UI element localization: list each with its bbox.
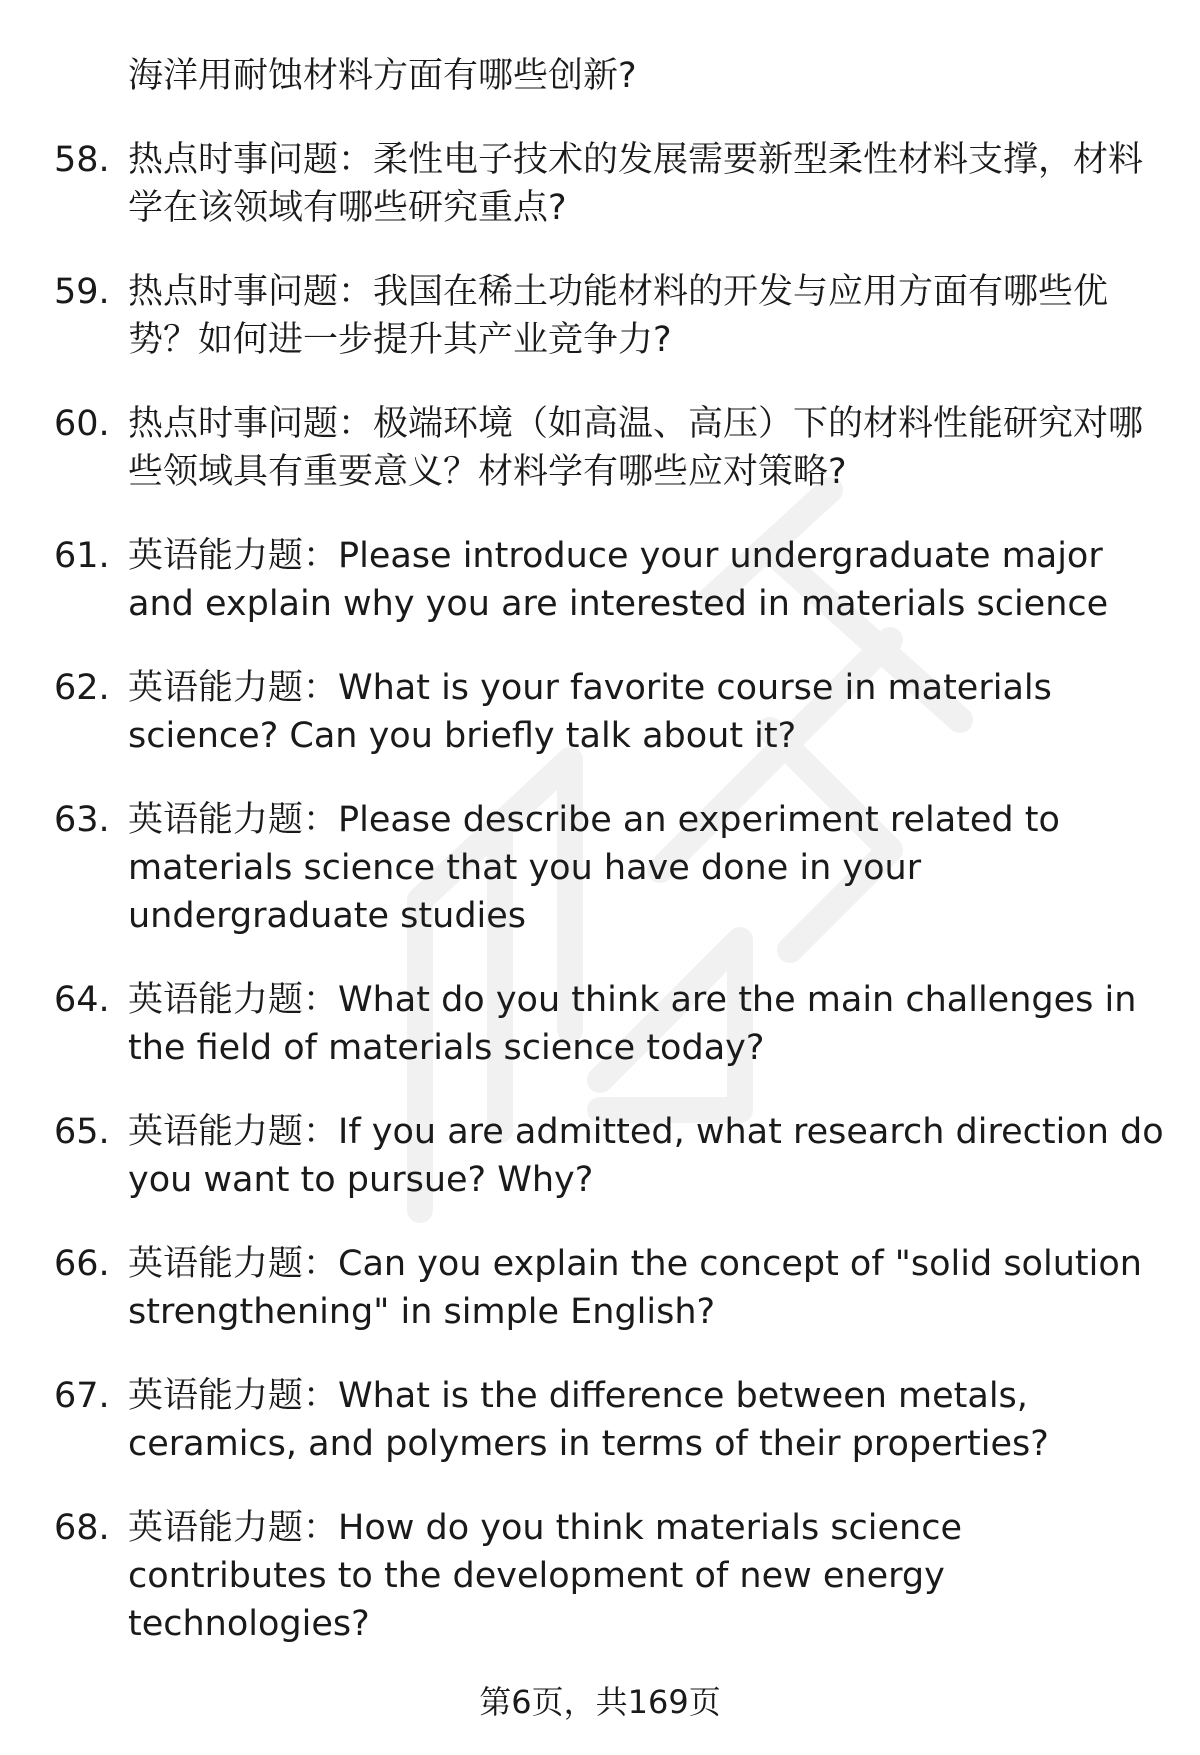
- question-number: 59.: [54, 272, 110, 312]
- question-number: 60.: [54, 404, 110, 444]
- question-text: 英语能力题：Please describe an experiment related to materials science that you have done in your undergraduate studies: [128, 800, 1060, 936]
- question-number: 61.: [54, 536, 110, 576]
- question-number: 66.: [54, 1244, 110, 1284]
- question-number: 62.: [54, 668, 110, 708]
- question-number: 68.: [54, 1508, 110, 1548]
- question-number: 64.: [54, 980, 110, 1020]
- list-item: [54, 1504, 1164, 1648]
- list-item: [54, 532, 1164, 628]
- list-item: [54, 796, 1164, 940]
- question-number: 67.: [54, 1376, 110, 1416]
- question-number: 65.: [54, 1112, 110, 1152]
- question-text: 英语能力题：What is your favorite course in materials science? Can you briefly talk about it?: [128, 668, 1052, 756]
- question-text: 英语能力题：What is the difference between metals, ceramics, and polymers in terms of their properties?: [128, 1376, 1049, 1464]
- continued-question-text: 海洋用耐蚀材料方面有哪些创新?: [128, 56, 637, 96]
- question-text: 英语能力题：Please introduce your undergraduate major and explain why you are interested in materials science: [128, 536, 1109, 624]
- question-text: 英语能力题：If you are admitted, what research direction do you want to pursue? Why?: [128, 1112, 1164, 1200]
- page-number-footer: 第6页，共169页: [479, 1683, 721, 1721]
- question-number: 63.: [54, 800, 110, 840]
- question-number: 58.: [54, 140, 110, 180]
- question-text: 英语能力题：Can you explain the concept of "solid solution strengthening" in simple English?: [128, 1244, 1142, 1332]
- list-item: [54, 1372, 1164, 1468]
- list-item: [54, 400, 1164, 496]
- question-content: [54, 52, 1164, 1684]
- list-item: [54, 268, 1164, 364]
- question-text: 英语能力题：What do you think are the main challenges in the field of materials science today?: [128, 980, 1137, 1068]
- question-text: 热点时事问题：极端环境（如高温、高压）下的材料性能研究对哪些领域具有重要意义？材料学有哪些应对策略?: [128, 404, 1144, 492]
- list-item: [54, 136, 1164, 232]
- list-item: [54, 976, 1164, 1072]
- question-text: 热点时事问题：柔性电子技术的发展需要新型柔性材料支撑，材料学在该领域有哪些研究重点?: [128, 140, 1144, 228]
- question-text: 英语能力题：How do you think materials science contributes to the development of new energy technologies?: [128, 1508, 963, 1644]
- list-item: [54, 1240, 1164, 1336]
- question-text: 热点时事问题：我国在稀土功能材料的开发与应用方面有哪些优势？如何进一步提升其产业竞争力?: [128, 272, 1109, 360]
- question-list: [54, 136, 1164, 1648]
- list-item: [54, 1108, 1164, 1204]
- list-item: [54, 664, 1164, 760]
